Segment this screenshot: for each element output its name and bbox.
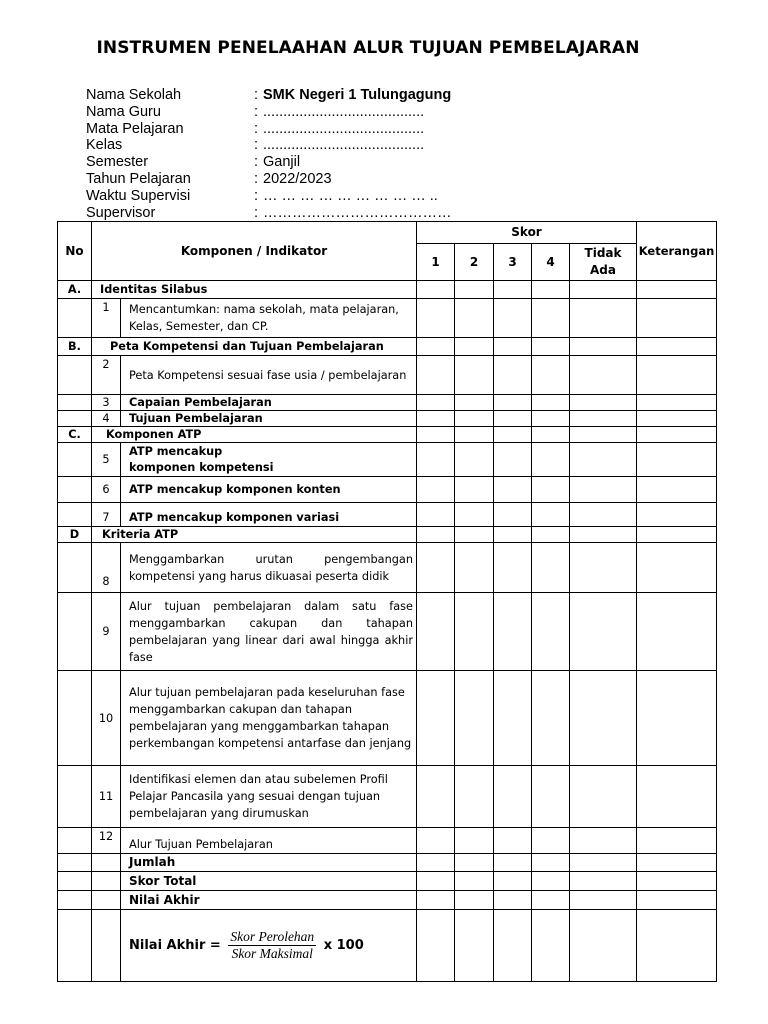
score-cell[interactable]	[417, 543, 455, 593]
note-cell[interactable]	[637, 356, 717, 395]
note-cell[interactable]	[637, 443, 717, 477]
empty-cell	[92, 891, 121, 910]
score-cell[interactable]	[494, 411, 532, 427]
score-cell[interactable]	[417, 527, 455, 543]
score-cell[interactable]	[532, 891, 570, 910]
item-row	[58, 477, 717, 503]
section-letter: C.	[58, 427, 92, 443]
item-text-content: ATP mencakup komponen kompetensi	[129, 444, 274, 474]
score-cell[interactable]	[455, 281, 494, 299]
score-cell[interactable]	[455, 854, 494, 872]
item-number: 5	[92, 443, 121, 477]
score-cell[interactable]	[570, 281, 637, 299]
note-cell[interactable]	[637, 766, 717, 828]
score-cell[interactable]	[494, 527, 532, 543]
score-cell[interactable]	[532, 299, 570, 338]
note-cell[interactable]	[637, 299, 717, 338]
empty-cell	[58, 299, 92, 338]
score-cell[interactable]	[570, 872, 637, 891]
score-cell[interactable]	[570, 593, 637, 671]
section-row-a	[58, 281, 717, 299]
item-number: 4	[92, 411, 121, 427]
score-cell[interactable]	[494, 671, 532, 766]
score-cell[interactable]	[494, 891, 532, 910]
score-cell[interactable]	[455, 872, 494, 891]
score-cell[interactable]	[532, 527, 570, 543]
info-colon: :	[254, 154, 259, 171]
score-cell[interactable]	[494, 593, 532, 671]
empty-cell	[58, 411, 92, 427]
empty-cell	[58, 766, 92, 828]
info-label: Tahun Pelajaran	[86, 170, 191, 187]
score-cell[interactable]	[417, 477, 455, 503]
score-cell[interactable]	[532, 593, 570, 671]
header-keterangan: Keterangan	[637, 222, 717, 281]
score-cell[interactable]	[570, 477, 637, 503]
header-komponen: Komponen / Indikator	[92, 222, 417, 281]
score-cell[interactable]	[494, 356, 532, 395]
score-cell[interactable]	[570, 766, 637, 828]
score-cell[interactable]	[494, 543, 532, 593]
score-cell[interactable]	[532, 671, 570, 766]
section-row-b	[58, 338, 717, 356]
info-value: 2022/2023	[263, 170, 332, 187]
item-number: 12	[92, 828, 121, 854]
header-no: No	[58, 222, 92, 281]
score-cell[interactable]	[455, 543, 494, 593]
item-row	[58, 443, 717, 477]
score-cell[interactable]	[532, 411, 570, 427]
score-cell[interactable]	[455, 356, 494, 395]
empty-cell	[92, 910, 121, 982]
info-colon: :	[254, 170, 259, 187]
score-cell[interactable]	[417, 828, 455, 854]
section-title: Kriteria ATP	[92, 527, 417, 543]
note-cell[interactable]	[637, 593, 717, 671]
score-cell[interactable]	[455, 427, 494, 443]
item-text: Peta Kompetensi sesuai fase usia / pembelajaran	[121, 356, 417, 395]
score-cell[interactable]	[455, 671, 494, 766]
item-row	[58, 299, 717, 338]
score-cell[interactable]	[570, 543, 637, 593]
score-cell[interactable]	[417, 395, 455, 411]
empty-cell	[58, 910, 92, 982]
note-cell[interactable]	[637, 891, 717, 910]
info-value: Ganjil	[263, 154, 301, 171]
note-cell[interactable]	[637, 338, 717, 356]
formula-row	[58, 910, 717, 982]
item-number: 9	[92, 593, 121, 671]
score-cell[interactable]	[570, 299, 637, 338]
empty-cell	[58, 854, 92, 872]
section-letter: D	[58, 527, 92, 543]
item-text: Tujuan Pembelajaran	[121, 411, 417, 427]
item-text	[121, 443, 417, 477]
score-cell[interactable]	[570, 671, 637, 766]
section-row-d	[58, 527, 717, 543]
info-label: Semester	[86, 154, 149, 171]
score-cell[interactable]	[417, 299, 455, 338]
info-colon: :	[254, 187, 259, 204]
score-cell[interactable]	[570, 910, 637, 982]
note-cell[interactable]	[637, 543, 717, 593]
score-cell[interactable]	[532, 443, 570, 477]
score-cell[interactable]	[417, 356, 455, 395]
score-cell[interactable]	[455, 527, 494, 543]
score-cell[interactable]	[494, 503, 532, 527]
note-cell[interactable]	[637, 527, 717, 543]
info-label: Mata Pelajaran	[86, 120, 184, 137]
score-cell[interactable]	[532, 356, 570, 395]
score-cell[interactable]	[570, 527, 637, 543]
empty-cell	[58, 671, 92, 766]
score-cell[interactable]	[532, 828, 570, 854]
empty-cell	[58, 477, 92, 503]
score-cell[interactable]	[417, 891, 455, 910]
formula-denominator: Skor Maksimal	[231, 946, 313, 961]
score-cell[interactable]	[570, 503, 637, 527]
header-skor: Skor	[417, 222, 637, 244]
score-cell[interactable]	[532, 427, 570, 443]
score-cell[interactable]	[570, 427, 637, 443]
score-cell[interactable]	[494, 338, 532, 356]
jumlah-label: Jumlah	[121, 854, 417, 872]
score-cell[interactable]	[494, 427, 532, 443]
item-text: ATP mencakup komponen konten	[121, 477, 417, 503]
score-cell[interactable]	[532, 395, 570, 411]
item-number: 3	[92, 395, 121, 411]
header-score-4: 4	[532, 244, 570, 281]
header-row	[58, 222, 717, 244]
item-row	[58, 671, 717, 766]
score-cell[interactable]	[455, 338, 494, 356]
score-cell[interactable]	[417, 766, 455, 828]
info-colon: :	[254, 204, 259, 221]
item-text: Identifikasi elemen dan atau subelemen Profil Pelajar Pancasila yang sesuai dengan tujuan pembelajaran yang dirumuskan	[121, 766, 417, 828]
empty-cell	[58, 503, 92, 527]
score-cell[interactable]	[532, 543, 570, 593]
score-cell[interactable]	[570, 411, 637, 427]
section-title: Identitas Silabus	[92, 281, 417, 299]
info-colon: :	[254, 137, 259, 154]
score-cell[interactable]	[494, 854, 532, 872]
score-cell[interactable]	[570, 443, 637, 477]
score-cell[interactable]	[455, 828, 494, 854]
score-cell[interactable]	[455, 477, 494, 503]
info-colon: :	[254, 103, 259, 120]
empty-cell	[58, 828, 92, 854]
score-cell[interactable]	[532, 854, 570, 872]
score-cell[interactable]	[417, 671, 455, 766]
score-cell[interactable]	[417, 872, 455, 891]
empty-cell	[92, 854, 121, 872]
score-cell[interactable]	[494, 828, 532, 854]
section-row-c	[58, 427, 717, 443]
score-cell[interactable]	[532, 338, 570, 356]
note-cell[interactable]	[637, 281, 717, 299]
info-label: Nama Guru	[86, 103, 161, 120]
score-cell[interactable]	[532, 503, 570, 527]
score-cell[interactable]	[570, 828, 637, 854]
info-colon: :	[254, 87, 259, 103]
score-cell[interactable]	[455, 891, 494, 910]
nilai-akhir-row	[58, 891, 717, 910]
item-number: 2	[92, 356, 121, 395]
score-cell[interactable]	[570, 891, 637, 910]
score-cell[interactable]	[455, 503, 494, 527]
item-text: Capaian Pembelajaran	[121, 395, 417, 411]
item-number: 1	[92, 299, 121, 338]
score-cell[interactable]	[494, 395, 532, 411]
nilai-akhir-formula	[121, 910, 417, 982]
empty-cell	[58, 443, 92, 477]
section-title: Peta Kompetensi dan Tujuan Pembelajaran	[92, 338, 417, 356]
score-cell[interactable]	[494, 477, 532, 503]
header-score-1: 1	[417, 244, 455, 281]
item-number: 10	[92, 671, 121, 766]
score-cell[interactable]	[532, 477, 570, 503]
score-cell[interactable]	[494, 299, 532, 338]
item-number: 6	[92, 477, 121, 503]
empty-cell	[58, 872, 92, 891]
formula-numerator: Skor Perolehan	[230, 929, 315, 944]
info-label: Supervisor	[86, 204, 156, 221]
note-cell[interactable]	[637, 395, 717, 411]
item-text: Alur tujuan pembelajaran dalam satu fase menggambarkan cakupan dan tahapan pembelajaran yang linear dari awal hingga akhir fase	[121, 593, 417, 671]
note-cell[interactable]	[637, 427, 717, 443]
info-label: Waktu Supervisi	[86, 187, 191, 204]
header-score-3: 3	[494, 244, 532, 281]
note-cell[interactable]	[637, 910, 717, 982]
header-tidak-ada: Tidak Ada	[570, 244, 637, 281]
score-cell[interactable]	[494, 443, 532, 477]
score-cell[interactable]	[532, 872, 570, 891]
score-cell[interactable]	[494, 281, 532, 299]
item-row	[58, 356, 717, 395]
score-cell[interactable]	[494, 872, 532, 891]
score-cell[interactable]	[417, 910, 455, 982]
score-cell[interactable]	[455, 443, 494, 477]
empty-cell	[58, 395, 92, 411]
item-text: Alur tujuan pembelajaran pada keseluruhan fase menggambarkan cakupan dan tahapan pembelajaran yang menggambarkan tahapan perkembangan kompetensi antarfase dan jenjang	[121, 671, 417, 766]
note-cell[interactable]	[637, 411, 717, 427]
item-row	[58, 828, 717, 854]
item-number: 11	[92, 766, 121, 828]
info-colon: :	[254, 120, 259, 137]
empty-cell	[58, 543, 92, 593]
item-number: 8	[92, 543, 121, 593]
item-text: Menggambarkan urutan pengembangan kompetensi yang harus dikuasai peserta didik	[121, 543, 417, 593]
score-cell[interactable]	[570, 395, 637, 411]
score-cell[interactable]	[417, 593, 455, 671]
item-number: 7	[92, 503, 121, 527]
score-cell[interactable]	[455, 395, 494, 411]
empty-cell	[58, 356, 92, 395]
header-score-2: 2	[455, 244, 494, 281]
info-value: SMK Negeri 1 Tulungagung	[263, 87, 452, 103]
empty-cell	[58, 593, 92, 671]
section-letter: B.	[58, 338, 92, 356]
document-title: INSTRUMEN PENELAAHAN ALUR TUJUAN PEMBELAJARAN	[96, 38, 640, 58]
score-cell[interactable]	[570, 338, 637, 356]
item-text: ATP mencakup komponen variasi	[121, 503, 417, 527]
info-value: ........................................	[263, 120, 425, 137]
item-text: Mencantumkan: nama sekolah, mata pelajaran, Kelas, Semester, dan CP.	[121, 299, 417, 338]
score-cell[interactable]	[455, 910, 494, 982]
score-cell[interactable]	[532, 766, 570, 828]
score-cell[interactable]	[570, 356, 637, 395]
item-row	[58, 593, 717, 671]
formula-multiplier: x 100	[323, 938, 364, 953]
note-cell[interactable]	[637, 503, 717, 527]
skor-total-row	[58, 872, 717, 891]
item-row	[58, 543, 717, 593]
note-cell[interactable]	[637, 477, 717, 503]
section-title: Komponen ATP	[92, 427, 417, 443]
info-label: Nama Sekolah	[86, 87, 182, 103]
note-cell[interactable]	[637, 854, 717, 872]
item-row	[58, 395, 717, 411]
score-cell[interactable]	[455, 766, 494, 828]
score-cell[interactable]	[417, 338, 455, 356]
empty-cell	[92, 872, 121, 891]
score-cell[interactable]	[417, 854, 455, 872]
score-cell[interactable]	[417, 427, 455, 443]
score-cell[interactable]	[417, 503, 455, 527]
info-value: ........................................	[263, 103, 425, 120]
note-cell[interactable]	[637, 872, 717, 891]
skor-total-label: Skor Total	[121, 872, 417, 891]
info-value: ........................................	[263, 137, 425, 154]
assessment-table	[57, 221, 717, 982]
item-row	[58, 503, 717, 527]
score-cell[interactable]	[417, 443, 455, 477]
nilai-akhir-label: Nilai Akhir	[121, 891, 417, 910]
score-cell[interactable]	[417, 281, 455, 299]
score-cell[interactable]	[570, 854, 637, 872]
score-cell[interactable]	[455, 411, 494, 427]
section-letter: A.	[58, 281, 92, 299]
score-cell[interactable]	[455, 593, 494, 671]
note-cell[interactable]	[637, 671, 717, 766]
score-cell[interactable]	[494, 910, 532, 982]
info-label: Kelas	[86, 137, 123, 154]
empty-cell	[58, 891, 92, 910]
item-row	[58, 411, 717, 427]
score-cell[interactable]	[532, 281, 570, 299]
score-cell[interactable]	[494, 766, 532, 828]
info-value: …………………………………	[263, 204, 452, 221]
note-cell[interactable]	[637, 828, 717, 854]
formula-label: Nilai Akhir =	[129, 938, 221, 953]
score-cell[interactable]	[532, 910, 570, 982]
item-text: Alur Tujuan Pembelajaran	[121, 828, 417, 854]
formula-fraction	[228, 929, 316, 962]
score-cell[interactable]	[455, 299, 494, 338]
score-cell[interactable]	[417, 411, 455, 427]
info-value: … … … … … … … … … ..	[263, 187, 438, 204]
jumlah-row	[58, 854, 717, 872]
item-row	[58, 766, 717, 828]
